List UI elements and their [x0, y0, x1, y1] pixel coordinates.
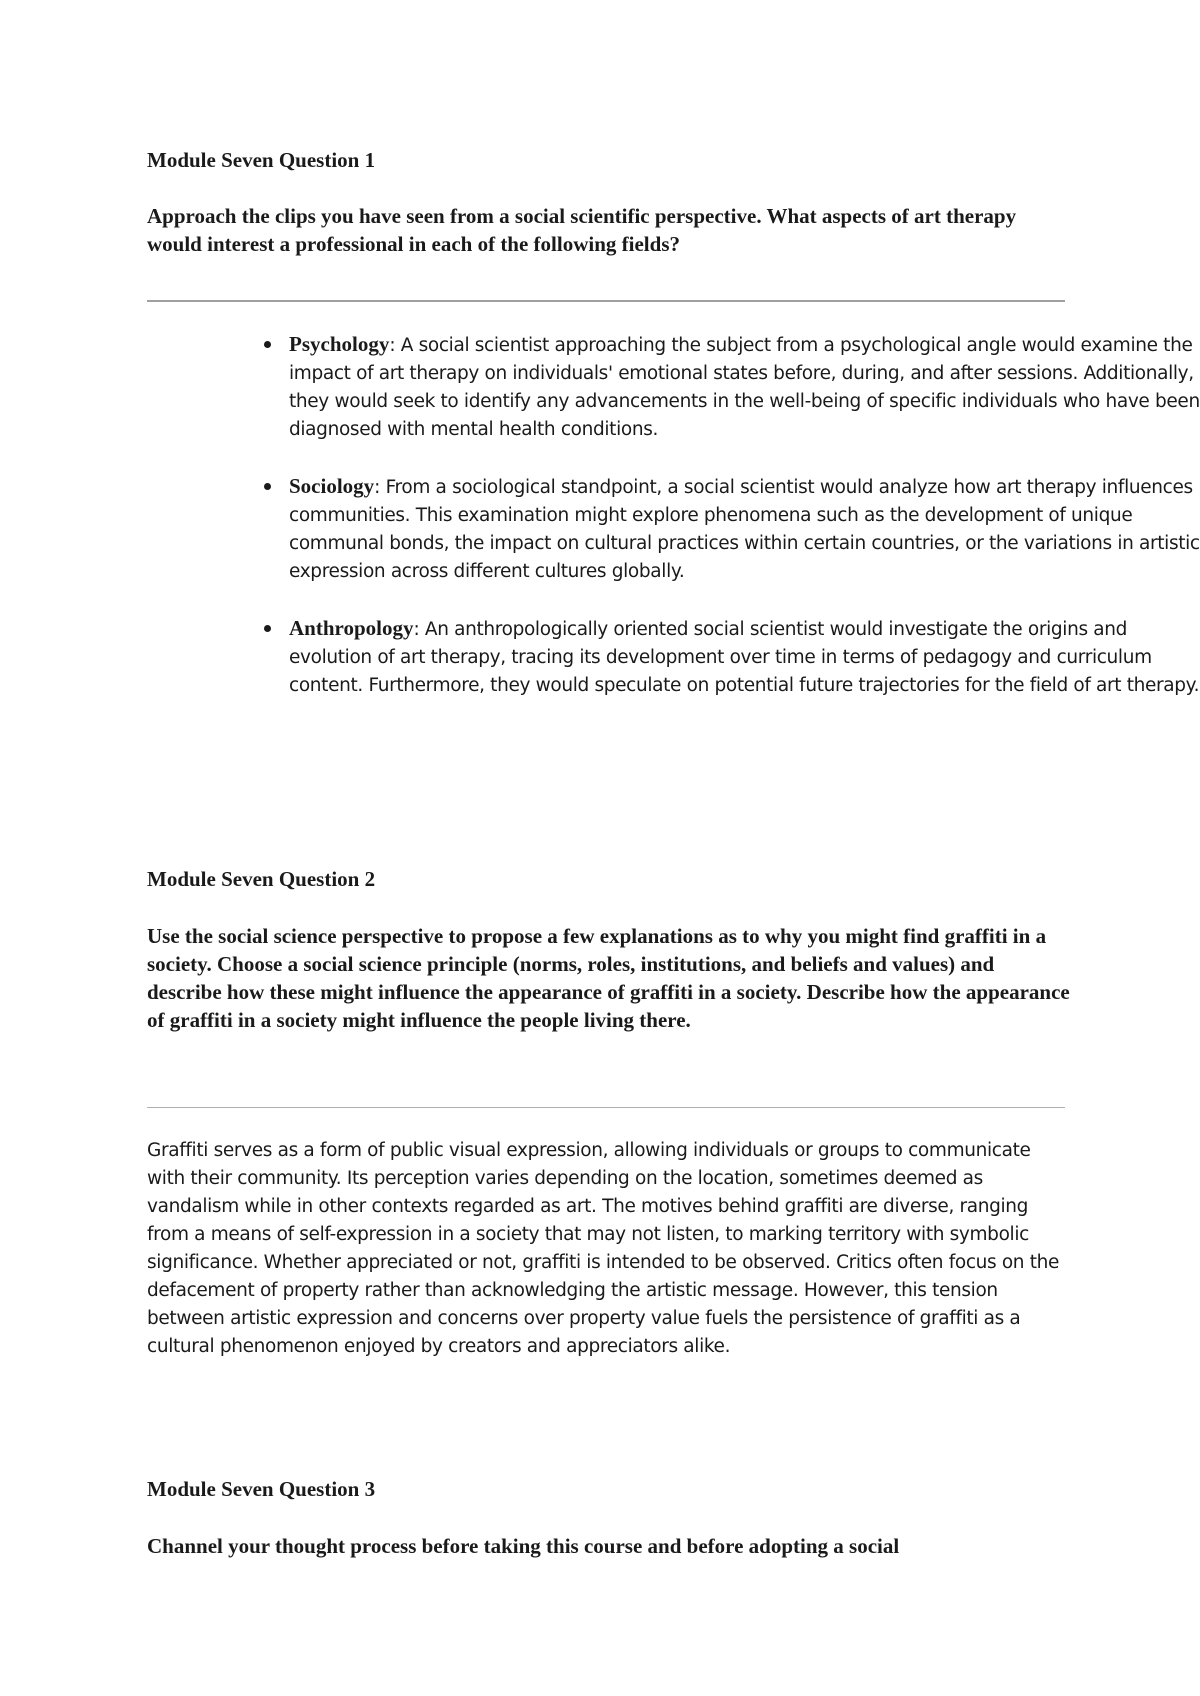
- question-1-prompt: Approach the clips you have seen from a social scientific perspective. What aspects of art therapy would interest a professional in each of the following fields?: [147, 204, 1017, 256]
- bullet-body: : A social scientist approaching the subject from a psychological angle would examine the impact of art therapy on individuals' emotional states before, during, and after sessions. Additionally, they would seek to identify any advancements in the well-being of specific individuals who have been diagnosed with mental health conditions.: [289, 335, 1200, 440]
- bullet-body: : An anthropologically oriented social scientist would investigate the origins and evolution of art therapy, tracing its development over time in terms of pedagogy and curriculum content. Furthermore, they would speculate on potential future trajectories for the field of art therapy.: [289, 619, 1200, 696]
- question-2-heading: Module Seven Question 2: [147, 867, 376, 891]
- bullet-term: Anthropology: [289, 616, 414, 640]
- answer-bullet-psychology: [147, 330, 1200, 444]
- bullet-text: [289, 330, 1200, 444]
- bullet-body: : From a sociological standpoint, a social scientist would analyze how art therapy influences communities. This examination might explore phenomena such as the development of unique communal bonds, the impact on cultural practices within certain countries, or the variations in artistic expression across different cultures globally.: [289, 477, 1200, 582]
- answer-bullet-sociology: [147, 472, 1200, 586]
- question-3-prompt: Channel your thought process before taking this course and before adopting a social: [147, 1534, 900, 1558]
- question-2-prompt: Use the social science perspective to propose a few explanations as to why you might find graffiti in a society. Choose a social science principle (norms, roles, institutions, and beliefs and values) and describe how these might influence the appearance of graffiti in a society. Describe how the appearance of graffiti in a society might influence the people living there.: [147, 924, 1070, 1032]
- question-3-heading: Module Seven Question 3: [147, 1477, 376, 1501]
- bullet-dot-icon: [264, 625, 271, 632]
- bullet-text: [289, 472, 1200, 586]
- question-2-answer: Graffiti serves as a form of public visual expression, allowing individuals or groups to communicate with their community. Its perception varies depending on the location, sometimes deemed as vandalism while in other contexts regarded as art. The motives behind graffiti are diverse, ranging from a means of self-expression in a society that may not listen, to marking territory with symbolic significance. Whether appreciated or not, graffiti is intended to be observed. Critics often focus on the defacement of property rather than acknowledging the artistic message. However, this tension between artistic expression and concerns over property value fuels the persistence of graffiti as a cultural phenomenon enjoyed by creators and appreciators alike.: [147, 1140, 1060, 1357]
- bullet-term: Sociology: [289, 474, 375, 498]
- question-1-answer-list: [147, 330, 1200, 728]
- bullet-dot-icon: [264, 341, 271, 348]
- question-2-divider: [147, 1107, 1065, 1108]
- answer-bullet-anthropology: [147, 614, 1200, 700]
- question-1-heading: Module Seven Question 1: [147, 148, 376, 172]
- bullet-dot-icon: [264, 483, 271, 490]
- question-1-divider: [147, 300, 1065, 302]
- bullet-text: [289, 614, 1200, 700]
- bullet-term: Psychology: [289, 332, 390, 356]
